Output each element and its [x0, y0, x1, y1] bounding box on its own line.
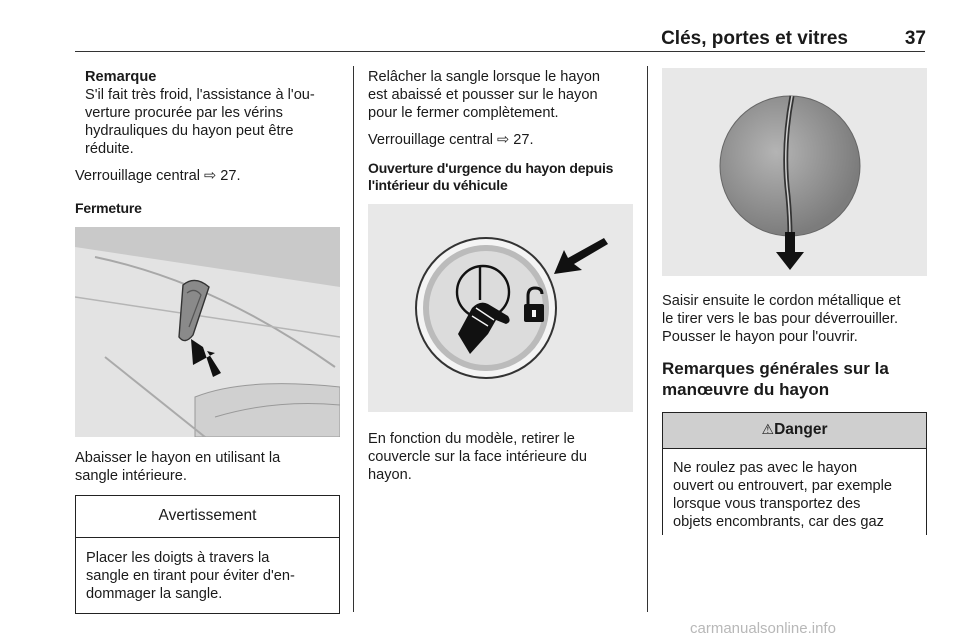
column-3 [662, 68, 927, 535]
tailgate-strap-illustration [75, 227, 340, 437]
caption-line: hayon. [368, 467, 412, 483]
note-title: Remarque [85, 69, 157, 85]
body-line: pour le fermer complètement. [368, 105, 559, 121]
cord-release-illustration [662, 68, 927, 276]
note-line: verture procurée par les vérins [85, 105, 283, 121]
caption-line: Pousser le hayon pour l'ouvrir. [662, 329, 858, 345]
reference-link[interactable]: Verrouillage central ⇨ 27. [75, 168, 241, 184]
header-rule [75, 51, 925, 52]
body-line: est abaissé et pousser sur le hayon [368, 87, 598, 103]
warning-title: Avertissement [76, 496, 339, 538]
section-title-fermeture: Fermeture [75, 200, 142, 216]
body-line: Relâcher la sangle lorsque le hayon [368, 69, 601, 85]
section-title-emergency: l'intérieur du véhicule [368, 177, 508, 193]
note-line: S'il fait très froid, l'assistance à l'ou- [85, 87, 315, 103]
section-title-general: manœuvre du hayon [662, 380, 830, 399]
warning-line: dommager la sangle. [86, 586, 223, 602]
danger-header [663, 413, 926, 449]
column-divider [353, 66, 354, 612]
watermark: carmanualsonline.info [690, 620, 836, 637]
warning-box [75, 495, 340, 614]
header-title: Clés, portes et vitres [661, 28, 848, 49]
reference-link[interactable]: Verrouillage central ⇨ 27. [368, 132, 534, 148]
danger-line: lorsque vous transportez des [673, 496, 861, 512]
caption-line: couvercle sur la face intérieure du [368, 449, 588, 465]
emergency-release-cover-illustration [368, 204, 633, 412]
column-2 [368, 68, 633, 484]
caption-line: le tirer vers le bas pour déverrouiller. [662, 311, 899, 327]
section-title-emergency: Ouverture d'urgence du hayon depuis [368, 160, 614, 176]
column-1 [75, 68, 340, 614]
note-line: hydrauliques du hayon peut être [85, 123, 294, 139]
danger-box [662, 412, 927, 535]
danger-line: objets encombrants, car des gaz [673, 514, 884, 530]
caption-line: Saisir ensuite le cordon métallique et [662, 293, 901, 309]
danger-title: Danger [774, 421, 828, 438]
caption-line: En fonction du modèle, retirer le [368, 431, 575, 447]
danger-line: Ne roulez pas avec le hayon [673, 460, 858, 476]
warning-triangle-icon: ⚠ [761, 421, 775, 437]
section-title-general: Remarques générales sur la [662, 359, 889, 378]
column-divider [647, 66, 648, 612]
caption-line: Abaisser le hayon en utilisant la [75, 450, 281, 466]
page-number: 37 [904, 28, 926, 49]
danger-line: ouvert ou entrouvert, par exemple [673, 478, 893, 494]
warning-line: Placer les doigts à travers la [86, 550, 270, 566]
caption-line: sangle intérieure. [75, 468, 187, 484]
warning-line: sangle en tirant pour éviter d'en- [86, 568, 295, 584]
note-line: réduite. [85, 141, 134, 157]
